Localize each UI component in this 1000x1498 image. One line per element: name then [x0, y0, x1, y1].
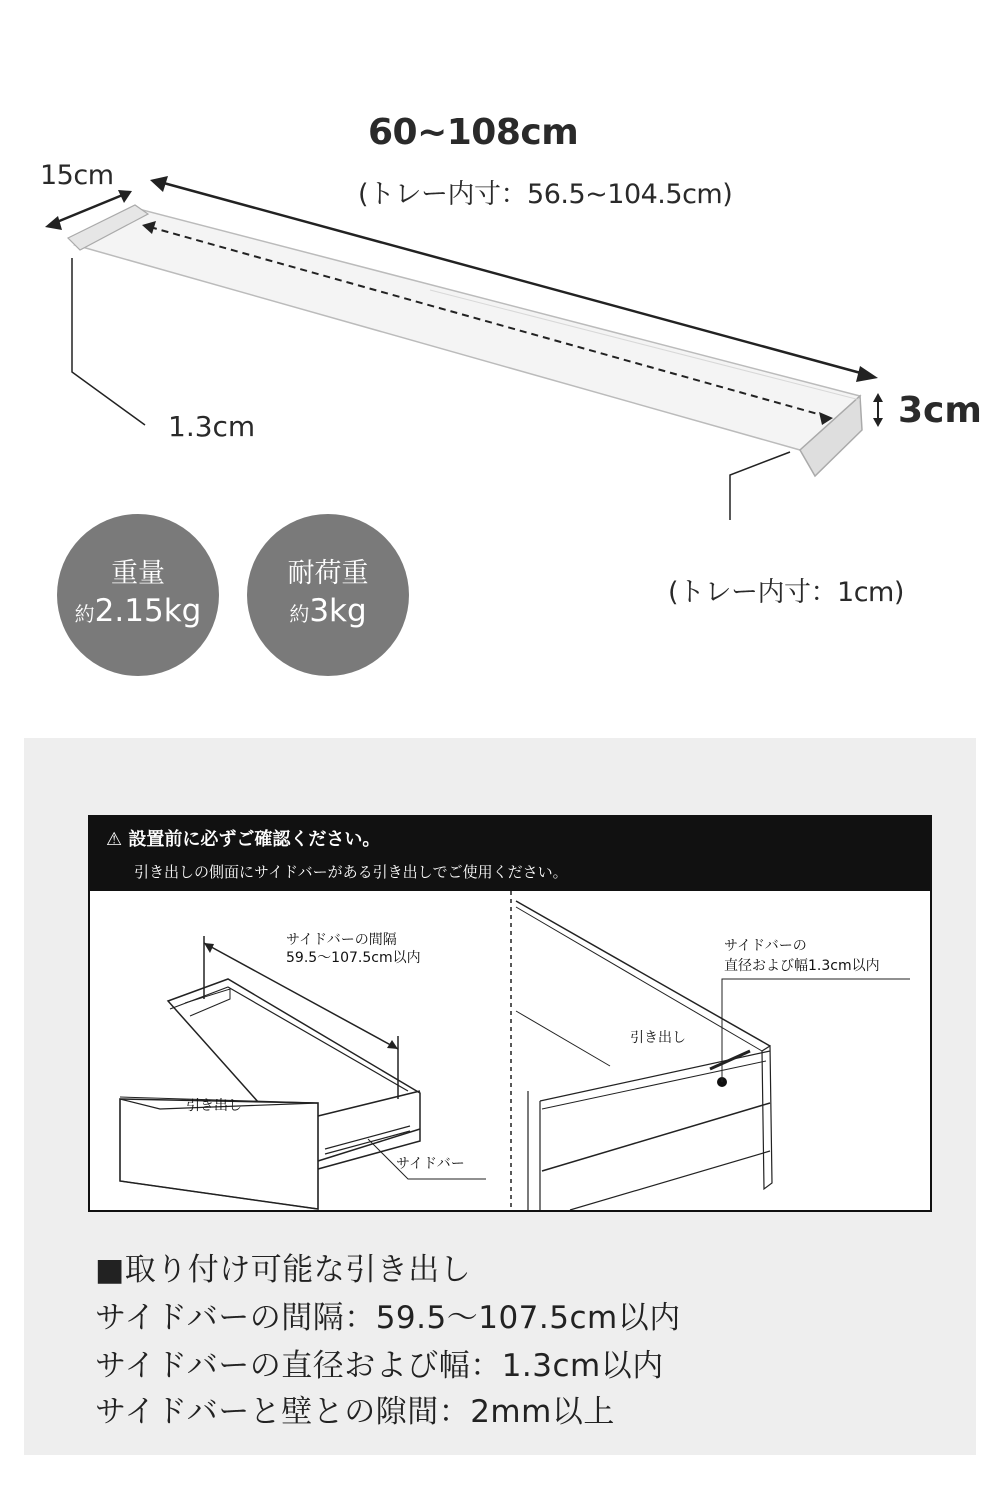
- weight-badge-prefix: 約: [74, 601, 95, 626]
- weight-badge: [57, 514, 219, 676]
- spec-line: サイドバーと壁との隙間：2mm以上: [95, 1394, 615, 1430]
- load-badge-value-row: [289, 591, 366, 634]
- sidebar-leader-right: [722, 979, 910, 1082]
- warning-triangle-icon: ⚠: [106, 829, 123, 850]
- load-badge-title: 耐荷重: [287, 557, 369, 589]
- notice-heading: 設置前に必ずご確認ください。: [128, 829, 381, 850]
- notice-header: [90, 817, 930, 891]
- sidebar-label-left: サイドバー: [396, 1156, 465, 1172]
- notice-heading-row: [106, 825, 380, 851]
- inner-height-leader: [730, 452, 790, 520]
- drawer-front-panel: [120, 1099, 318, 1209]
- load-badge-prefix: 約: [289, 601, 310, 626]
- weight-badge-value-row: [75, 591, 202, 634]
- depth-label: 15cm: [40, 160, 114, 191]
- weight-badge-value: 2.15kg: [94, 592, 202, 629]
- overall-width-label: 60~108cm: [368, 112, 579, 153]
- weight-badge-title: 重量: [111, 557, 165, 589]
- sidebar-size-label-line1: サイドバーの: [724, 938, 807, 954]
- spec-line: サイドバーの直径および幅：1.3cm以内: [95, 1348, 664, 1384]
- load-badge-value: 3kg: [309, 592, 367, 629]
- spec-line: サイドバーの間隔：59.5～107.5cm以内: [95, 1300, 681, 1336]
- load-capacity-badge: [247, 514, 409, 676]
- sidebar-size-label-line2: 直径および幅1.3cm以内: [724, 958, 880, 974]
- drawer-label-left: 引き出し: [186, 1098, 242, 1114]
- gap-label-line1: サイドバーの間隔: [286, 932, 397, 948]
- thickness-label: 1.3cm: [168, 410, 256, 443]
- drawer-label-right: 引き出し: [630, 1030, 686, 1046]
- product-tray-drawing: [0, 0, 1000, 520]
- notice-subheading: 引き出しの側面にサイドバーがある引き出しでご使用ください。: [134, 863, 568, 881]
- specs-heading: ■取り付け可能な引き出し: [95, 1252, 472, 1288]
- gap-label-line2: 59.5～107.5cm以内: [286, 950, 421, 966]
- thickness-leader: [72, 258, 145, 425]
- height-label: 3cm: [898, 390, 982, 431]
- tray-inner-height-label: (トレー内寸：1cm): [668, 577, 904, 608]
- tray-inner-width-label: (トレー内寸：56.5~104.5cm): [358, 179, 733, 210]
- notice-box: [88, 815, 932, 1212]
